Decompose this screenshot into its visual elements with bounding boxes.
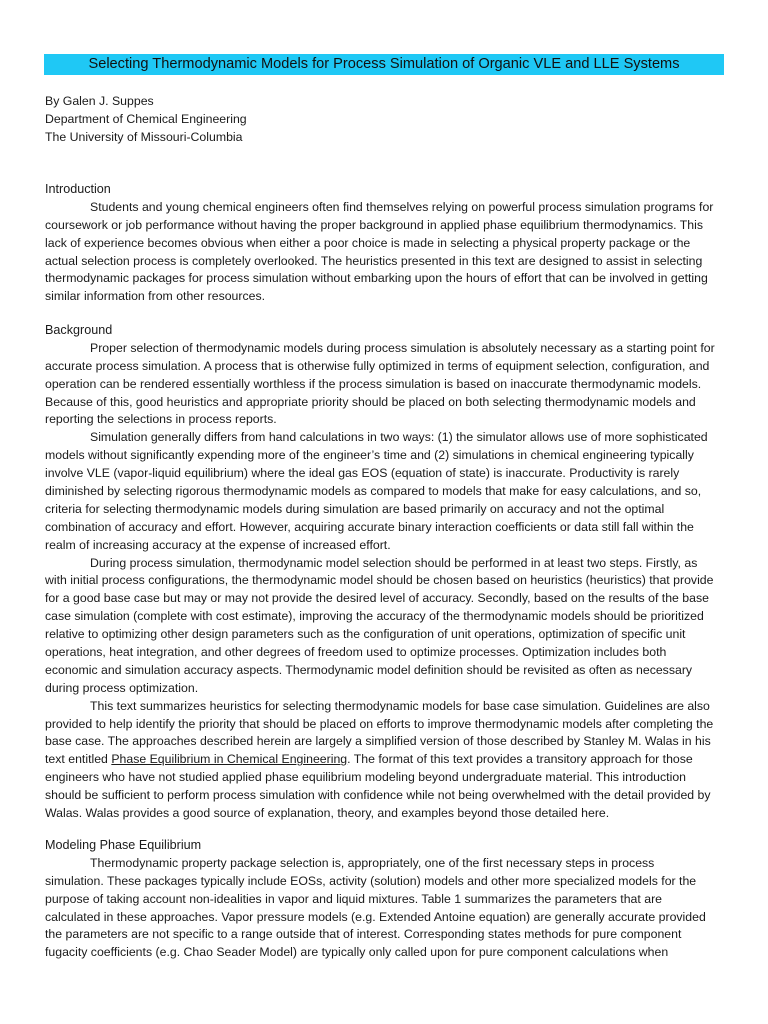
paragraph-line: should be sufficient to perform process simulation with confidence while not being overwhelmed with the detail provided by xyxy=(45,788,711,803)
paragraph-line: criteria for selecting thermodynamic models during simulation are based primarily on accuracy and not the optimal xyxy=(45,501,665,516)
introduction-heading: Introduction xyxy=(45,182,111,196)
background-section xyxy=(45,322,721,823)
paragraph-line: similar information from other resources. xyxy=(45,289,266,304)
paragraph-line: operations, heat integration, and other degrees of freedom used to optimize processes. Optimization includes both xyxy=(45,645,667,660)
paragraph-line: the parameters are not specific to a range outside that of interest. Corresponding states methods for pure component xyxy=(45,927,682,942)
paragraph-line: provided to help identify the priority that should be placed on efforts to improve thermodynamic models after completing the xyxy=(45,716,714,731)
paragraph-line: simulation. These packages typically include EOSs, activity (solution) models and other more specialized models for the xyxy=(45,873,697,888)
author-university: The University of Missouri-Columbia xyxy=(45,129,243,144)
citation-line xyxy=(45,751,721,769)
paragraph-line: Students and young chemical engineers often find themselves relying on powerful process simulation programs for xyxy=(90,199,714,214)
paragraph-line: during process optimization. xyxy=(45,680,199,695)
paragraph-line: base case. The approaches described herein are largely a simplified version of those described by Stanley M. Walas in his xyxy=(45,734,711,749)
paragraph-line: involve VLE (vapor-liquid equilibrium) where the ideal gas EOS (equation of state) is inaccurate. Productivity is rarely xyxy=(45,466,680,481)
paragraph-line: Walas. Walas provides a good source of explanation, theory, and examples beyond those detailed here. xyxy=(45,806,610,821)
book-title-citation: Phase Equilibrium in Chemical Engineering xyxy=(111,752,348,767)
paragraph-line: reporting the selections in process reports. xyxy=(45,412,277,427)
paragraph-line: actual selection process is completely overlooked. The heuristics presented in this text are designed to assist in selecting xyxy=(45,253,703,268)
author-byline: By Galen J. Suppes xyxy=(45,94,154,108)
document-title: Selecting Thermodynamic Models for Process Simulation of Organic VLE and LLE Systems xyxy=(44,54,724,75)
paragraph-line: models without significantly expending more of the engineer’s time and (2) simulations in chemical engineering typically xyxy=(45,448,694,463)
citation-suffix: . The format of this text provides a transitory approach for those xyxy=(347,752,693,767)
author-block xyxy=(45,93,721,147)
paragraph-line: with initial process configurations, the thermodynamic model should be chosen based on heuristics (heuristics) that provide xyxy=(45,573,714,588)
paragraph-line: calculated in these approaches. Vapor pressure models (e.g. Extended Antoine equation) are generally accurate provided xyxy=(45,909,706,924)
background-heading: Background xyxy=(45,323,113,337)
paragraph-line: Thermodynamic property package selection is, appropriately, one of the first necessary steps in process xyxy=(90,855,655,870)
paragraph-line: economic and simulation accuracy aspects. Thermodynamic model definition should be revisited as often as necessary xyxy=(45,662,693,677)
paragraph-line: engineers who have not studied applied phase equilibrium modeling beyond undergraduate material. This introduction xyxy=(45,770,686,785)
paragraph-line: Proper selection of thermodynamic models during process simulation is absolutely necessary as a starting point for xyxy=(90,340,715,355)
paragraph-line: for a good base case but may or may not provide the desired level of accuracy. Secondly, based on the results of the base xyxy=(45,591,709,606)
introduction-section xyxy=(45,181,721,306)
paragraph-line: lack of experience becomes obvious when either a poor choice is made in selecting a physical property package or the xyxy=(45,235,691,250)
paragraph-line: operation can be rendered essentially worthless if the process simulation is based on inaccurate thermodynamic models. xyxy=(45,376,702,391)
paragraph-line: fugacity coefficients (e.g. Chao Seader Model) are typically only called upon for pure component calculations when xyxy=(45,945,669,960)
paragraph-line: purpose of taking account non-idealities in vapor and liquid mixtures. Table 1 summarizes the parameters that are xyxy=(45,891,662,906)
paragraph-line: Because of this, good heuristics and appropriate priority should be placed on both selecting thermodynamic models and xyxy=(45,394,696,409)
paragraph-line: relative to optimizing other design parameters such as the configuration of unit operations, optimization of specific unit xyxy=(45,627,686,642)
modeling-heading: Modeling Phase Equilibrium xyxy=(45,838,202,852)
citation-prefix: text entitled xyxy=(45,752,112,767)
paragraph-line: accurate process simulation. A process that is otherwise fully optimized in terms of equipment selection, configuration, and xyxy=(45,358,710,373)
paragraph-line: This text summarizes heuristics for selecting thermodynamic models for base case simulation. Guidelines are also xyxy=(90,698,710,713)
paragraph-line: Simulation generally differs from hand calculations in two ways: (1) the simulator allows use of more sophisticated xyxy=(90,430,708,445)
paragraph-line: case simulation (complete with cost estimate), improving the accuracy of the thermodynamic models should be prioritized xyxy=(45,609,704,624)
paragraph-line: diminished by selecting rigorous thermodynamic models as compared to models that make for easy calculations, and so, xyxy=(45,484,702,499)
modeling-section xyxy=(45,837,721,962)
paragraph-line: thermodynamic packages for process simulation without embarking upon the hours of effort that can be involved in getting xyxy=(45,271,708,286)
author-department: Department of Chemical Engineering xyxy=(45,111,247,126)
paragraph-line: combination of accuracy and effort. However, acquiring accurate binary interaction coefficients or data still fall within the xyxy=(45,519,694,534)
paragraph-line: During process simulation, thermodynamic model selection should be performed in at least two steps. Firstly, as xyxy=(90,555,698,570)
paragraph-line: realm of increasing accuracy at the expense of increased effort. xyxy=(45,537,391,552)
paragraph-line: coursework or job performance without having the proper background in applied phase equilibrium thermodynamics. This xyxy=(45,217,704,232)
